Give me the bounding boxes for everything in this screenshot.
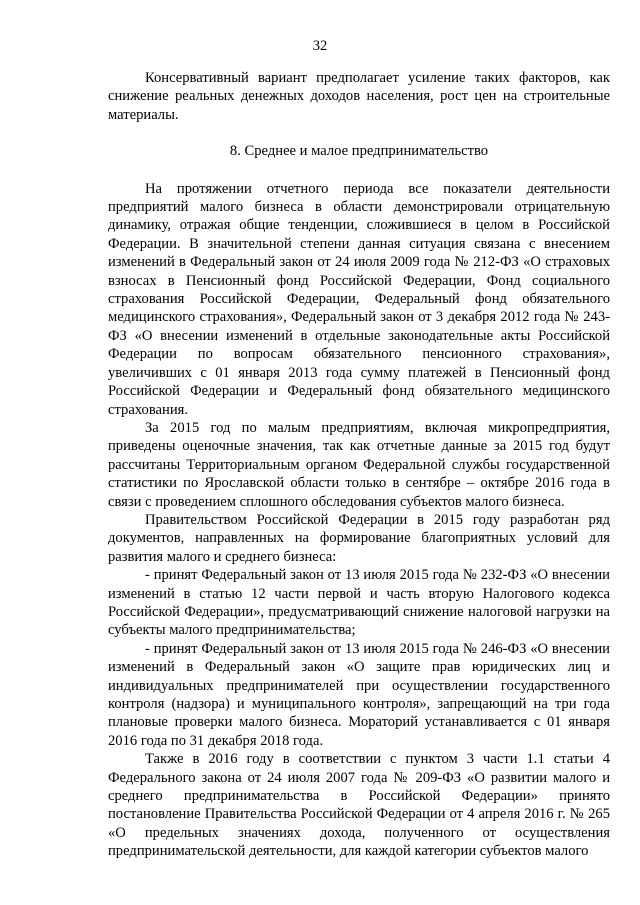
paragraph-government-documents: Правительством Российской Федерации в 2015 году разработан ряд документов, направленных на формирование благоприятных условий для развития малого и среднего бизнеса: [108, 511, 610, 565]
document-body [108, 69, 610, 861]
list-item-law-246: - принят Федеральный закон от 13 июля 2015 года № 246-ФЗ «О внесении изменений в Федеральный закон «О защите прав юридических лиц и индивидуальных предпринимателей при осуществлении государственного контроля (надзора) и муниципального контроля», запрещающий на три года плановые проверки малого бизнеса. Мораторий устанавливается с 01 января 2016 года по 31 декабря 2018 года. [108, 640, 610, 749]
paragraph-small-business-dynamics: На протяжении отчетного периода все показатели деятельности предприятий малого бизнеса в области демонстрировали отрицательную динамику, отражая общие тенденции, сложившиеся в целом в Российской Федерации. В значительной степени данная ситуация связана с внесением изменений в Федеральный закон от 24 июля 2009 года № 212-ФЗ «О страховых взносах в Пенсионный фонд Российской Федерации, Фонд социального страхования Российской Федерации, Федеральный фонд обязательного медицинского страхования», Федеральный закон от 3 декабря 2012 года № 243-ФЗ «О внесении изменений в отдельные законодательные акты Российской Федерации по вопросам обязательного пенсионного страхования», увеличивших с 01 января 2013 года сумму платежей в Пенсионный фонд Российской Федерации и Федеральный фонд обязательного медицинского страхования. [108, 180, 610, 418]
section-heading: 8. Среднее и малое предпринимательство [229, 143, 489, 160]
paragraph-resolution-265: Также в 2016 году в соответствии с пунктом 3 части 1.1 статьи 4 Федерального закона от 24 июля 2007 года № 209-ФЗ «О развитии малого и среднего предпринимательства в Российской Федерации» принято постановление Правительства Российской Федерации от 4 апреля 2016 г. № 265 «О предельных значениях дохода, полученного от осуществления предпринимательской деятельности, для каждой категории субъектов малого [108, 751, 610, 860]
paragraph-estimated-values: За 2015 год по малым предприятиям, включая микропредприятия, приведены оценочные значения, так как отчетные данные за 2015 год будут рассчитаны Территориальным органом Федеральной службы государственной статистики по Ярославской области только в сентябре – октябре 2016 года в связи с проведением сплошного обследования субъектов малого бизнеса. [108, 419, 610, 510]
page-number: 32 [312, 38, 328, 54]
paragraph-conservative-variant: Консервативный вариант предполагает усиление таких факторов, как снижение реальных денежных доходов населения, рост цен на строительные материалы. [108, 70, 610, 123]
list-item-law-232: - принят Федеральный закон от 13 июля 2015 года № 232-ФЗ «О внесении изменений в статью 12 части первой и часть вторую Налогового кодекса Российской Федерации», предусматривающий снижение налоговой нагрузки на субъекты малого предпринимательства; [108, 567, 610, 639]
